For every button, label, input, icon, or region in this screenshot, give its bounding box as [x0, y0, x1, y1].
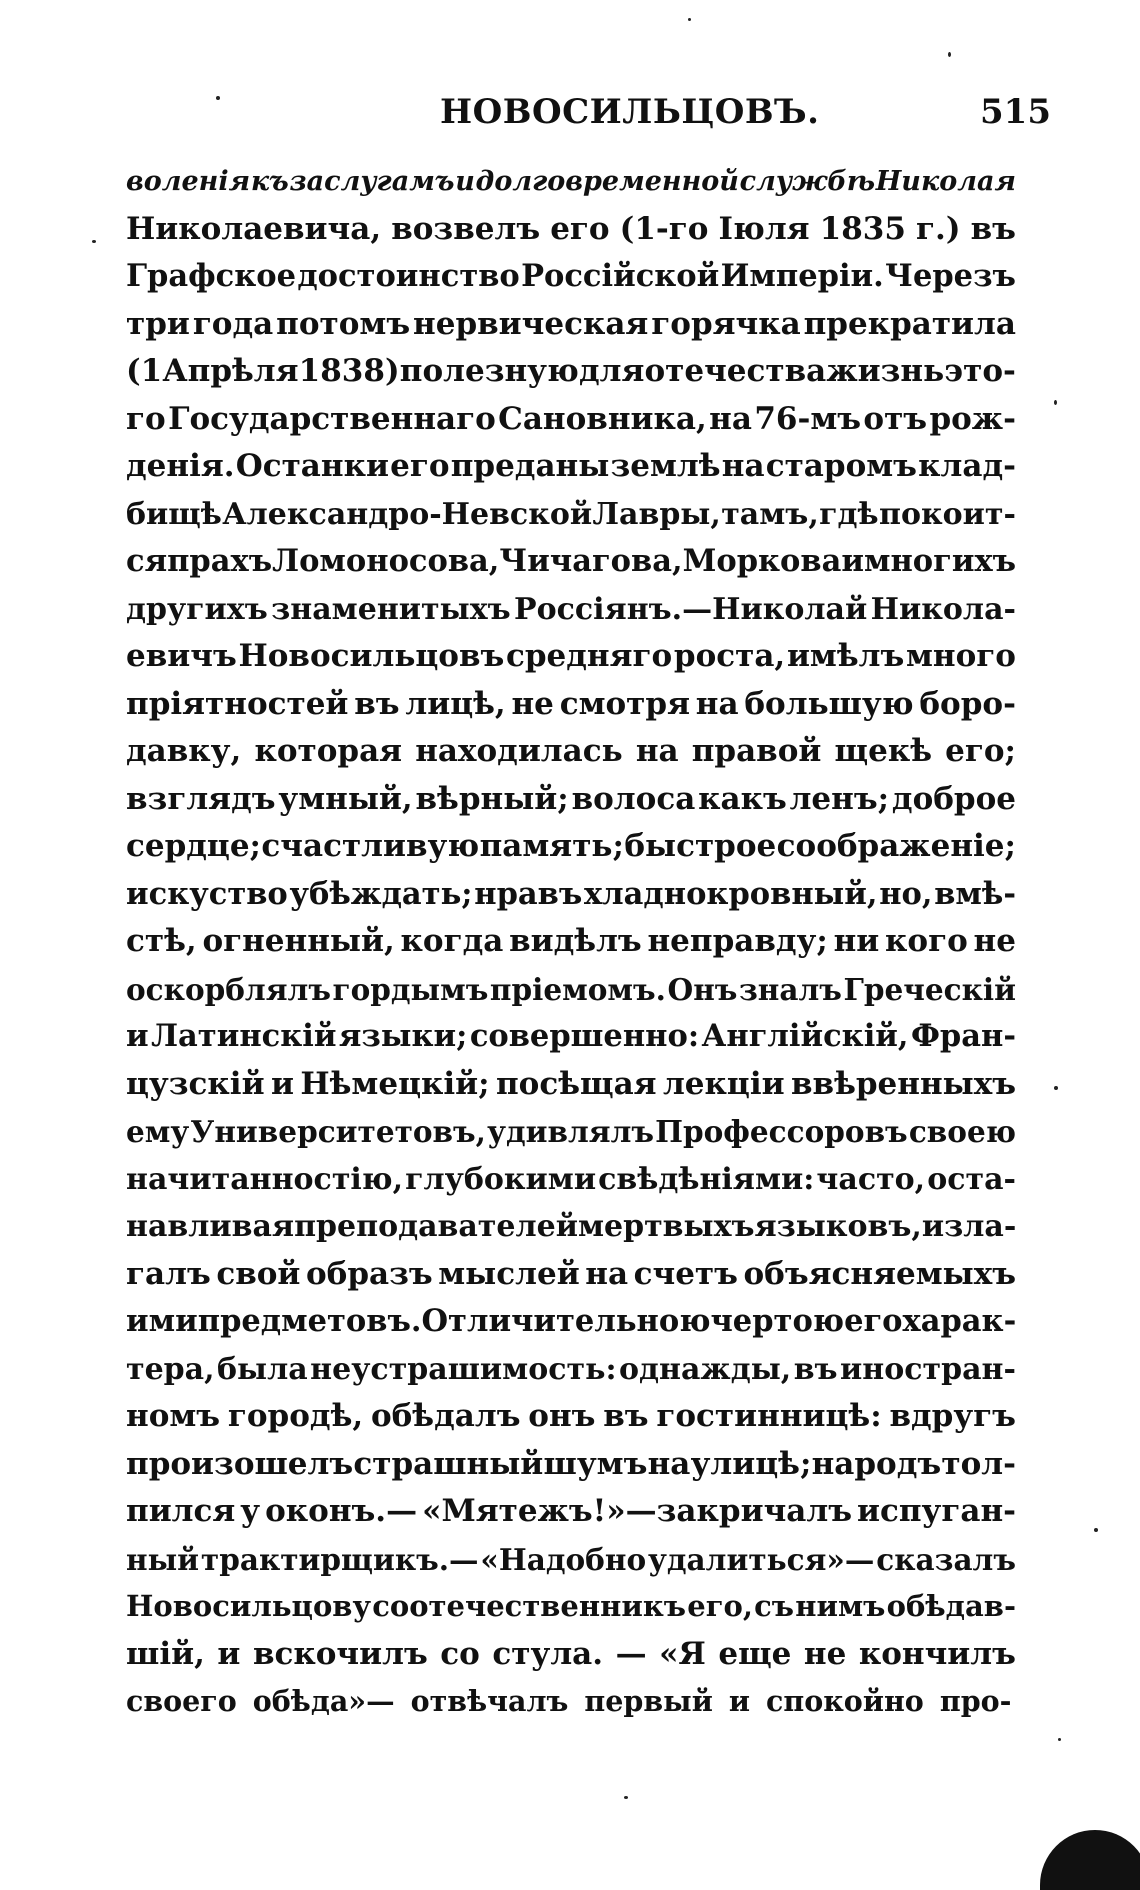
- word: и: [841, 543, 864, 579]
- word: посѣщая: [495, 1065, 657, 1102]
- word: быстрое: [624, 828, 777, 864]
- word: много: [906, 638, 1016, 674]
- word: не: [511, 685, 554, 722]
- word: языковъ,: [754, 1209, 922, 1244]
- word: на: [695, 685, 739, 722]
- word: свѣдѣніями:: [598, 1161, 815, 1197]
- word: искуство: [126, 875, 288, 912]
- word: на: [635, 733, 679, 769]
- word: Нѣмецкій;: [300, 1065, 490, 1102]
- word: Александро-Невской: [222, 496, 593, 532]
- word: горячка: [651, 305, 801, 342]
- word: удивлялъ: [487, 1114, 655, 1149]
- word: кончилъ: [858, 1635, 1016, 1672]
- word: вскочилъ: [252, 1635, 428, 1672]
- word: заслугамъ: [289, 166, 455, 197]
- word: преподавателей: [294, 1209, 578, 1244]
- word: у: [240, 1493, 261, 1529]
- text-line: [126, 728, 1016, 776]
- word: потомъ: [276, 305, 411, 342]
- word: совершенно:: [469, 1018, 700, 1054]
- word: огненный,: [202, 923, 395, 959]
- word: иностран-: [840, 1351, 1016, 1387]
- word: доброе: [891, 780, 1016, 817]
- word: была: [217, 1351, 308, 1387]
- text-line: [126, 1393, 1016, 1441]
- word: го: [126, 400, 166, 437]
- word: и: [270, 1065, 294, 1102]
- scan-speck: [624, 1796, 628, 1799]
- text-line: [126, 1441, 1016, 1489]
- word: тол-: [941, 1445, 1016, 1482]
- word: рож-: [929, 400, 1016, 437]
- word: память;: [479, 828, 624, 864]
- word: шій,: [126, 1635, 205, 1672]
- word: своего: [126, 1684, 237, 1718]
- word: «Надобно: [480, 1541, 647, 1577]
- word: Новосильцову: [126, 1589, 372, 1623]
- text-line: [126, 158, 1016, 206]
- word: спокойно: [766, 1684, 924, 1718]
- scan-speck: [216, 96, 220, 100]
- word: достоинство: [297, 258, 520, 294]
- word: кого: [885, 923, 968, 959]
- word: Россіянъ.—Николай: [514, 591, 868, 627]
- word: вдругъ: [889, 1398, 1016, 1434]
- word: пріемомъ.: [489, 971, 666, 1007]
- word: счетъ: [633, 1255, 738, 1292]
- word: находилась: [415, 733, 623, 769]
- word: взглядъ: [126, 780, 276, 817]
- word: со: [440, 1635, 480, 1672]
- word: службѣ: [739, 166, 876, 197]
- text-line: [126, 253, 1016, 301]
- word: Моркова: [682, 543, 842, 579]
- word: галъ: [126, 1255, 211, 1292]
- word: ему: [126, 1114, 190, 1149]
- word: вѣрный;: [415, 780, 569, 817]
- body-text: [126, 158, 1016, 1726]
- word: Апрѣля: [162, 353, 299, 389]
- word: большую: [744, 685, 914, 722]
- word: три: [126, 305, 190, 342]
- word: «Я: [659, 1635, 706, 1672]
- word: не: [973, 923, 1016, 959]
- word: многихъ: [863, 543, 1016, 579]
- word: 76-мъ: [754, 400, 862, 437]
- word: правой: [691, 733, 822, 769]
- word: обѣда»—: [252, 1684, 395, 1718]
- word: которая: [254, 733, 403, 769]
- word: соотечественникъ: [372, 1589, 687, 1623]
- scan-speck: [92, 240, 96, 243]
- word: трактирщикъ.—: [200, 1541, 479, 1577]
- text-line: [126, 871, 1016, 919]
- word: клад-: [918, 448, 1016, 484]
- word: ими: [126, 1303, 198, 1339]
- word: какъ: [698, 780, 787, 817]
- word: бищѣ: [126, 496, 222, 532]
- word: Англійскій,: [701, 1018, 909, 1054]
- word: «Мятежъ!»—закричалъ: [422, 1493, 852, 1529]
- word: страшный: [353, 1445, 544, 1482]
- text-line: [126, 1013, 1016, 1061]
- text-line: [126, 776, 1016, 824]
- word: обѣдалъ: [370, 1398, 521, 1434]
- word: ни: [833, 923, 880, 959]
- word: пріятностей: [126, 685, 349, 722]
- word: 1835: [819, 210, 906, 247]
- word: умный,: [278, 780, 413, 817]
- word: (1-го: [619, 210, 709, 247]
- word: оконъ.—: [265, 1493, 418, 1529]
- word: онъ: [528, 1398, 596, 1434]
- word: въ: [970, 210, 1016, 247]
- word: харак-: [902, 1303, 1016, 1339]
- text-line: [126, 681, 1016, 729]
- word: полезную: [399, 353, 579, 389]
- word: мертвыхъ: [577, 1209, 755, 1244]
- word: его: [844, 1303, 903, 1339]
- word: денія.: [126, 448, 235, 484]
- word: Онъ: [667, 971, 738, 1007]
- word: про-: [939, 1684, 1012, 1718]
- word: лекціи: [662, 1065, 785, 1102]
- word: однажды,: [619, 1351, 792, 1387]
- text-line: [126, 1298, 1016, 1346]
- word: года: [192, 305, 274, 342]
- scan-speck: [688, 18, 691, 21]
- word: волоса: [571, 780, 696, 817]
- text-line: [126, 396, 1016, 444]
- word: другихъ: [126, 591, 268, 627]
- word: начитанностію,: [126, 1161, 404, 1197]
- word: смотря: [559, 685, 690, 722]
- word: неустрашимость:: [310, 1351, 617, 1387]
- word: пился: [126, 1493, 236, 1529]
- word: стѣ,: [126, 923, 197, 959]
- word: ввѣренныхъ: [790, 1065, 1016, 1102]
- word: къ: [250, 166, 289, 197]
- scan-speck: [1054, 400, 1057, 405]
- word: его,: [687, 1589, 753, 1623]
- word: Лавры,: [592, 496, 721, 532]
- word: Фран-: [910, 1018, 1016, 1054]
- word: гостинницѣ:: [656, 1398, 882, 1434]
- word: своею: [908, 1114, 1016, 1149]
- word: цузскій: [126, 1065, 265, 1102]
- word: роста,: [673, 638, 786, 674]
- text-line: [126, 1251, 1016, 1299]
- word: Имперіи.: [720, 258, 884, 294]
- word: сказалъ: [876, 1541, 1016, 1577]
- word: Государственнаго: [168, 400, 496, 437]
- word: Профессоровъ: [655, 1114, 908, 1149]
- word: убѣждать;: [289, 875, 473, 912]
- word: жизнь: [826, 353, 945, 389]
- word: возвелъ: [391, 210, 541, 247]
- word: вмѣ-: [934, 875, 1016, 912]
- word: тера,: [126, 1351, 215, 1387]
- word: удалиться»—: [648, 1541, 875, 1577]
- word: номъ: [126, 1398, 221, 1434]
- word: лицѣ,: [405, 685, 506, 722]
- word: въ: [354, 685, 400, 722]
- word: и: [455, 166, 475, 197]
- word: (1: [126, 353, 163, 389]
- word: Университетовъ,: [190, 1114, 486, 1149]
- word: прахъ: [167, 543, 273, 579]
- word: счастливую: [261, 828, 480, 864]
- word: и: [217, 1635, 241, 1672]
- word: гордымъ: [332, 971, 489, 1007]
- word: съ: [754, 1589, 795, 1623]
- word: отъ: [863, 400, 928, 437]
- word: давку,: [126, 733, 242, 769]
- word: въ: [603, 1398, 649, 1434]
- word: Греческій: [843, 971, 1016, 1007]
- word: на: [585, 1255, 629, 1292]
- word: ный: [126, 1541, 200, 1577]
- word: оста-: [927, 1161, 1016, 1197]
- word: его: [550, 210, 610, 247]
- word: на: [647, 1445, 691, 1482]
- running-title: НОВОСИЛЬЦОВЪ.: [440, 92, 820, 132]
- word: ся: [126, 543, 168, 579]
- word: произошелъ: [126, 1445, 354, 1482]
- word: долговременной: [475, 166, 739, 197]
- word: боро-: [919, 685, 1016, 722]
- word: образъ: [305, 1255, 433, 1292]
- word: предметовъ.: [197, 1303, 422, 1339]
- text-line: [126, 1346, 1016, 1394]
- word: сердце;: [126, 828, 262, 864]
- word: Іюля: [718, 210, 810, 247]
- word: Графское: [126, 258, 296, 294]
- scan-speck: [948, 52, 951, 57]
- word: для: [578, 353, 645, 389]
- word: зналъ: [738, 971, 842, 1007]
- word: первый: [584, 1684, 713, 1718]
- word: евичъ: [126, 638, 237, 674]
- word: глубокими: [405, 1161, 597, 1197]
- word: это-: [944, 353, 1016, 389]
- word: на: [721, 448, 765, 484]
- text-line: [126, 1061, 1016, 1109]
- word: воленія: [126, 166, 251, 197]
- word: навливая: [126, 1209, 295, 1244]
- word: испуган-: [856, 1493, 1016, 1529]
- word: нервическая: [413, 305, 649, 342]
- text-line: [126, 206, 1016, 254]
- word: отвѣчалъ: [410, 1684, 569, 1718]
- word: не: [803, 1635, 847, 1672]
- word: Николаевича,: [126, 210, 382, 247]
- text-line: [126, 633, 1016, 681]
- text-line: [126, 348, 1016, 396]
- word: —: [615, 1635, 647, 1672]
- word: изла-: [921, 1209, 1016, 1244]
- word: оскорблялъ: [126, 971, 331, 1007]
- word: языки;: [338, 1018, 468, 1054]
- word: но,: [879, 875, 933, 912]
- text-line: [126, 823, 1016, 871]
- text-line: [126, 966, 1016, 1014]
- word: обѣдав-: [886, 1589, 1016, 1623]
- word: покоит-: [879, 496, 1016, 532]
- word: Черезъ: [885, 258, 1016, 294]
- word: еще: [718, 1635, 792, 1672]
- word: его: [390, 448, 450, 484]
- word: на: [709, 400, 752, 437]
- text-line: [126, 1631, 1016, 1679]
- word: когда: [400, 923, 504, 959]
- word: въ: [793, 1351, 838, 1387]
- word: стула.: [492, 1635, 604, 1672]
- word: нимъ: [795, 1589, 886, 1623]
- word: тамъ,: [721, 496, 819, 532]
- text-line: [126, 1488, 1016, 1536]
- ink-blot: [1040, 1830, 1140, 1890]
- word: Останки: [235, 448, 389, 484]
- text-line: [126, 1203, 1016, 1251]
- text-line: [126, 1678, 1016, 1726]
- word: его;: [945, 733, 1016, 769]
- word: Никола-: [870, 591, 1016, 627]
- word: Латинскій: [151, 1018, 337, 1054]
- word: мыслей: [438, 1255, 580, 1292]
- word: щекѣ: [834, 733, 932, 769]
- text-line: [126, 1583, 1016, 1631]
- word: шумъ: [543, 1445, 648, 1482]
- word: отечества: [644, 353, 827, 389]
- word: старомъ: [765, 448, 917, 484]
- text-line: [126, 1108, 1016, 1156]
- word: городѣ,: [227, 1398, 364, 1434]
- text-line: [126, 443, 1016, 491]
- scan-speck: [1054, 1086, 1058, 1090]
- word: хладнокровный,: [583, 875, 878, 912]
- text-line: [126, 301, 1016, 349]
- text-line: [126, 491, 1016, 539]
- word: и: [126, 1018, 149, 1054]
- text-line: [126, 1156, 1016, 1204]
- word: прекратила: [803, 305, 1016, 342]
- word: свой: [216, 1255, 301, 1292]
- word: гдѣ: [819, 496, 879, 532]
- word: народъ: [811, 1445, 942, 1482]
- word: имѣлъ: [786, 638, 905, 674]
- word: улицѣ;: [690, 1445, 812, 1482]
- word: г.): [916, 210, 961, 247]
- word: знаменитыхъ: [271, 591, 511, 627]
- text-line: [126, 918, 1016, 966]
- word: Россійской: [521, 258, 720, 294]
- word: Ломоносова,: [272, 543, 500, 579]
- word: ленъ;: [789, 780, 890, 817]
- word: землѣ: [610, 448, 721, 484]
- word: 1838): [298, 353, 400, 389]
- word: Николая: [875, 166, 1016, 197]
- word: средняго: [506, 638, 673, 674]
- page-number: 515: [980, 92, 1051, 132]
- word: чертою: [710, 1303, 845, 1339]
- text-line: [126, 1536, 1016, 1584]
- word: Чичагова,: [499, 543, 683, 579]
- word: Сановника,: [498, 400, 707, 437]
- word: и: [728, 1684, 750, 1718]
- word: соображеніе;: [776, 828, 1016, 864]
- scan-speck: [1094, 1528, 1098, 1532]
- word: нравъ: [474, 875, 583, 912]
- word: объясняемыхъ: [743, 1255, 1016, 1292]
- scan-speck: [1058, 1738, 1061, 1741]
- word: неправду;: [647, 923, 828, 959]
- word: преданы: [450, 448, 610, 484]
- text-line: [126, 586, 1016, 634]
- text-line: [126, 538, 1016, 586]
- word: видѣлъ: [509, 923, 642, 959]
- word: Отличительною: [421, 1303, 711, 1339]
- word: Новосильцовъ: [238, 638, 505, 674]
- word: часто,: [816, 1161, 926, 1197]
